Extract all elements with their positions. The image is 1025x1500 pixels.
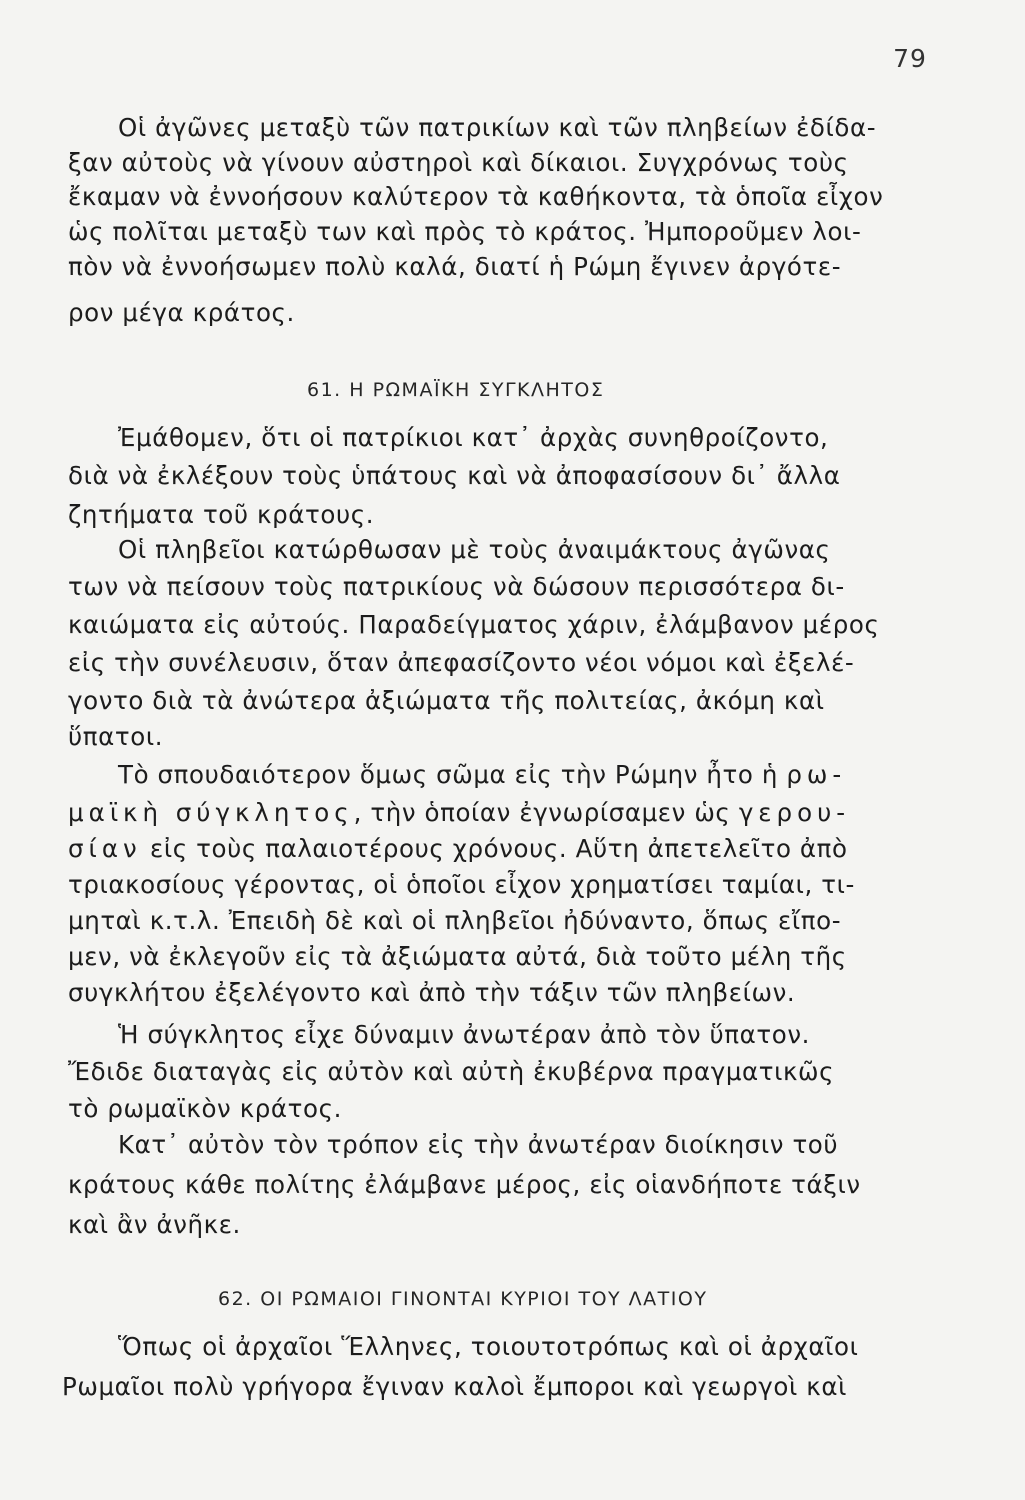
text-line: εἰς τὴν συνέλευσιν, ὅταν ἀπεφασίζοντο νέοι νόμοι καὶ ἐξελέ- (68, 648, 855, 677)
text-line: Ἔδιδε διαταγὰς εἰς αὐτὸν καὶ αὐτὴ ἐκυβέρνα πραγματικῶς (68, 1057, 835, 1086)
text-line: μηταὶ κ.τ.λ. Ἐπειδὴ δὲ καὶ οἱ πληβεῖοι ἠδύναντο, ὅπως εἴπο- (68, 906, 842, 935)
text-line: καὶ ἂν ἀνῆκε. (68, 1210, 241, 1239)
text-line: διὰ νὰ ἐκλέξουν τοὺς ὑπάτους καὶ νὰ ἀποφασίσουν δι᾽ ἄλλα (68, 461, 841, 490)
section-heading-61: 61. Η ΡΩΜΑΪΚΗ ΣΥΓΚΛΗΤΟΣ (307, 379, 605, 401)
text-line: των νὰ πείσουν τοὺς πατρικίους νὰ δώσουν περισσότερα δι- (68, 572, 845, 601)
text-line: τριακοσίους γέροντας, οἱ ὁποῖοι εἶχον χρηματίσει ταμίαι, τι- (68, 870, 855, 899)
text-run: , τὴν ὁποίαν ἐγνωρίσαμεν ὡς (353, 798, 739, 827)
text-line: Ὅπως οἱ ἀρχαῖοι Ἕλληνες, τοιουτοτρόπως καὶ οἱ ἀρχαῖοι (118, 1332, 859, 1361)
text-line (68, 834, 848, 864)
text-line: πὸν νὰ ἐννοήσωμεν πολὺ καλά, διατί ἡ Ρώμη ἔγινεν ἀργότε- (68, 252, 842, 281)
page-number: 79 (893, 44, 927, 73)
text-line: ζητήματα τοῦ κράτους. (68, 500, 375, 529)
text-run: Τὸ σπουδαιότερον ὅμως σῶμα εἰς τὴν Ρώμην ἦτο ἡ (118, 760, 787, 789)
text-line: ρον μέγα κράτος. (68, 298, 295, 327)
text-line (118, 760, 846, 790)
section-heading-62: 62. ΟΙ ΡΩΜΑΙΟΙ ΓΙΝΟΝΤΑΙ ΚΥΡΙΟΙ ΤΟΥ ΛΑΤΙΟΥ (218, 1288, 708, 1310)
emphasized-term: γερου- (738, 798, 851, 827)
text-line: Ἐμάθομεν, ὅτι οἱ πατρίκιοι κατ᾽ ἀρχὰς συνηθροίζοντο, (118, 423, 829, 452)
text-line: ὡς πολῖται μεταξὺ των καὶ πρὸς τὸ κράτος. Ἠμποροῦμεν λοι- (68, 217, 862, 246)
text-line: ἔκαμαν νὰ ἐννοήσουν καλύτερον τὰ καθήκοντα, τὰ ὁποῖα εἶχον (68, 182, 884, 211)
text-line: Οἱ πληβεῖοι κατώρθωσαν μὲ τοὺς ἀναιμάκτους ἀγῶνας (118, 535, 831, 564)
text-line: Κατ᾽ αὐτὸν τὸν τρόπον εἰς τὴν ἀνωτέραν διοίκησιν τοῦ (118, 1130, 839, 1159)
text-line: Οἱ ἀγῶνες μεταξὺ τῶν πατρικίων καὶ τῶν πληβείων ἐδίδα- (118, 113, 877, 142)
text-line: Ρωμαῖοι πολὺ γρήγορα ἔγιναν καλοὶ ἔμποροι καὶ γεωργοὶ καὶ (62, 1372, 847, 1401)
text-line: γοντο διὰ τὰ ἀνώτερα ἀξιώματα τῆς πολιτείας, ἀκόμη καὶ (68, 686, 825, 715)
text-line: Ἡ σύγκλητος εἶχε δύναμιν ἀνωτέραν ἀπὸ τὸν ὕπατον. (118, 1020, 811, 1049)
emphasized-term: ρω- (786, 760, 847, 789)
text-line: ξαν αὐτοὺς νὰ γίνουν αὐστηροὶ καὶ δίκαιοι. Συγχρόνως τοὺς (68, 148, 849, 177)
text-line: καιώματα εἰς αὐτούς. Παραδείγματος χάριν, ἐλάμβανον μέρος (68, 610, 880, 639)
text-run: εἰς τοὺς παλαιοτέρους χρόνους. Αὕτη ἀπετελεῖτο ἀπὸ (141, 834, 848, 863)
text-line: μεν, νὰ ἐκλεγοῦν εἰς τὰ ἀξιώματα αὐτά, διὰ τοῦτο μέλη τῆς (68, 942, 847, 971)
text-line: κράτους κάθε πολίτης ἐλάμβανε μέρος, εἰς οἱανδήποτε τάξιν (68, 1170, 861, 1199)
text-line (68, 798, 850, 828)
emphasized-term: μαϊκὴ σύγκλητος (68, 798, 354, 827)
text-line: τὸ ρωμαϊκὸν κράτος. (68, 1094, 342, 1123)
text-line: ὕπατοι. (68, 722, 164, 751)
emphasized-term: σίαν (68, 834, 142, 863)
text-line: συγκλήτου ἐξελέγοντο καὶ ἀπὸ τὴν τάξιν τῶν πληβείων. (68, 978, 796, 1007)
